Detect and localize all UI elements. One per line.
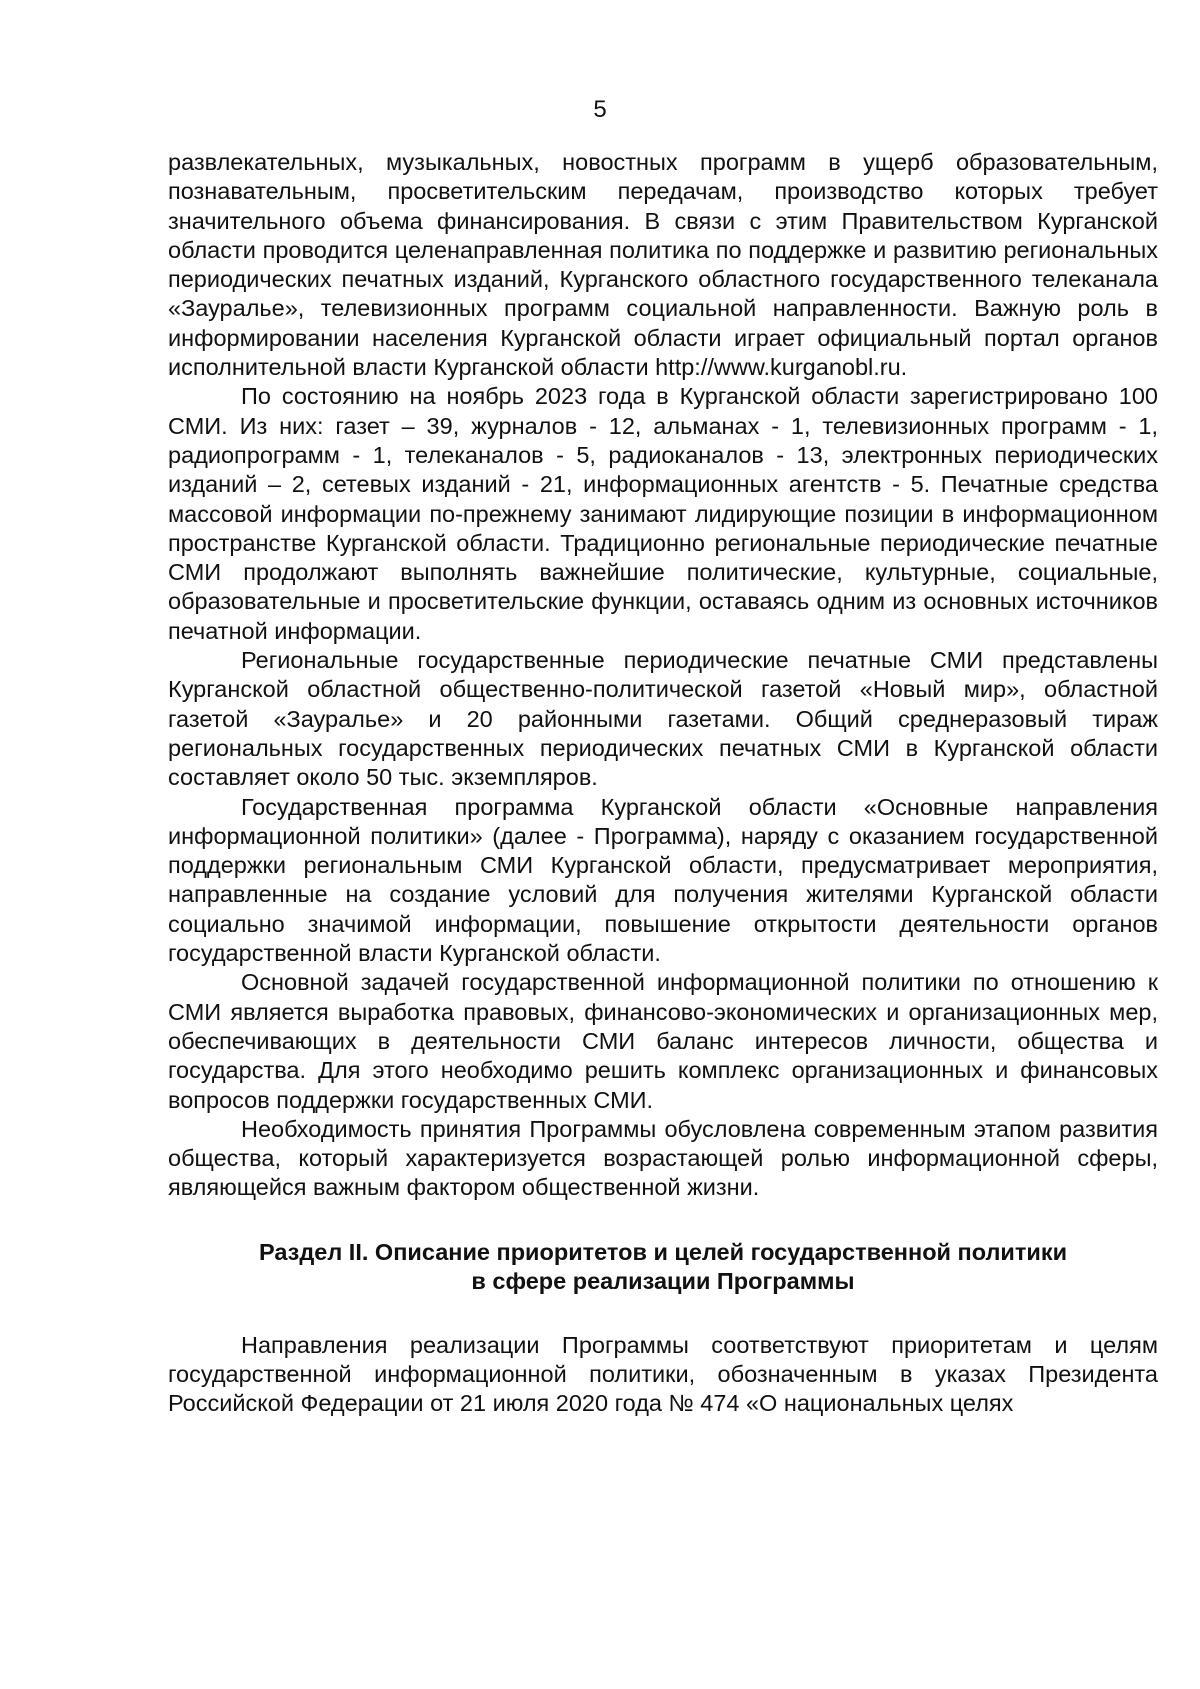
paragraph-necessity: Необходимость принятия Программы обусловлена современным этапом развития общества, который характеризуется возрастающей ролью информационной сферы, являющейся важным фактором общественной жизни. — [168, 1115, 1158, 1201]
page-number: 5 — [593, 96, 607, 123]
paragraph-continuation: развлекательных, музыкальных, новостных программ в ущерб образовательным, познавательным, просветительским передачам, производство которых требует значительного объема финансирования. В связи с этим Правительством Курганской области проводится целенаправленная политика по поддержке и развитию региональных периодических печатных изданий, Курганского областного государственного телеканала «Зауралье», телевизионных программ социальной направленности. Важную роль в информировании населения Курганской области играет официальный портал органов исполнительной власти Курганской области http://www.kurganobl.ru. — [168, 149, 1158, 381]
paragraph-media-count: По состоянию на ноябрь 2023 года в Курганской области зарегистрировано 100 СМИ. Из них: газет – 39, журналов - 12, альманах - 1, телевизионных программ - 1, радиопрограмм - 1, телеканалов - 5, радиоканалов - 13, электронных периодических изданий – 2, сетевых изданий - 21, информационных агентств - 5. Печатные средства массовой информации по-прежнему занимают лидирующие позиции в информационном пространстве Курганской области. Традиционно региональные периодические печатные СМИ продолжают выполнять важнейшие политические, культурные, социальные, образовательные и просветительские функции, оставаясь одним из основных источников печатной информации. — [168, 383, 1158, 644]
section-heading — [168, 1238, 1158, 1297]
paragraph-main-task: Основной задачей государственной информационной политики по отношению к СМИ является выработка правовых, финансово-экономических и организационных мер, обеспечивающих в деятельности СМИ баланс интересов личности, общества и государства. Для этого необходимо решить комплекс организационных и финансовых вопросов поддержки государственных СМИ. — [168, 969, 1158, 1113]
document-body — [168, 148, 1158, 1419]
paragraph-directions: Направления реализации Программы соответствуют приоритетам и целям государственной информационной политики, обозначенным в указах Президента Российской Федерации от 21 июля 2020 года № 474 «О национальных целях — [168, 1331, 1158, 1417]
paragraph-regional-media: Региональные государственные периодические печатные СМИ представлены Курганской областной общественно-политической газетой «Новый мир», областной газетой «Зауралье» и 20 районными газетами. Общий среднеразовый тираж региональных государственных периодических печатных СМИ в Курганской области составляет около 50 тыс. экземпляров. — [168, 647, 1158, 791]
paragraph-state-program: Государственная программа Курганской области «Основные направления информационной политики» (далее - Программа), наряду с оказанием государственной поддержки региональным СМИ Курганской области, предусматривает мероприятия, направленные на создание условий для получения жителями Курганской области социально значимой информации, повышение открытости деятельности органов государственной власти Курганской области. — [168, 793, 1158, 967]
section-heading-line-1: Раздел II. Описание приоритетов и целей государственной политики — [258, 1238, 1068, 1265]
section-heading-line-2: в сфере реализации Программы — [471, 1268, 855, 1295]
